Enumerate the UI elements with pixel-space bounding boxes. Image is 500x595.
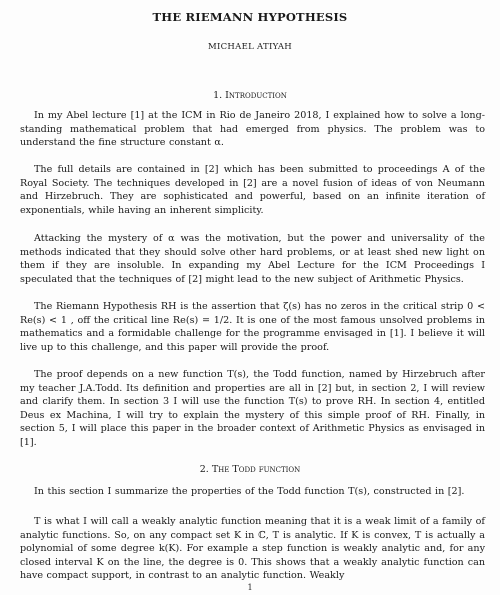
section-heading-todd-function: 2. The Todd function (199, 464, 301, 475)
paragraph-5: The proof depends on a new function T(s), the Todd function, named by Hirzebruch after my teacher J.A.Todd. Its definition and properties are all in [2] but, in section 2, I will review and clarify them. In section 3 I will use the function T(s) to prove RH. In section 4, entitled Deus ex Machina, I will try to explain the mystery of this simple proof of RH. Finally, in section 5, I will place this paper in the broader context of Arithmetic Physics as envisaged in [1]. (20, 369, 485, 448)
section-heading-introduction: 1. Introduction (213, 90, 287, 101)
author-name: MICHAEL ATIYAH (207, 42, 293, 52)
page-number: 1 (247, 583, 253, 592)
paragraph-3: Attacking the mystery of α was the motivation, but the power and universality of the methods indicated that they should solve other hard problems, or at least shed new light on them if they are insoluble. In expanding my Abel Lecture for the ICM Proceedings I speculated that the techniques of [2] might lead to the new subject of Arithmetic Physics. (20, 233, 485, 285)
paragraph-4: The Riemann Hypothesis RH is the assertion that ζ(s) has no zeros in the critical strip 0 < Re(s) < 1 , off the critical line Re(s) = 1/2. It is one of the most famous unsolved problems in mathematics and a formidable challenge for the programme envisaged in [1]. I believe it will live up to this challenge, and this paper will provide the proof. (20, 301, 485, 353)
paragraph-2: The full details are contained in [2] which has been submitted to proceedings A of the Royal Society. The techniques developed in [2] are a novel fusion of ideas of von Neumann and Hirzebruch. They are sophisticated and powerful, based on an infinite iteration of exponentials, while having an inherent simplicity. (20, 164, 485, 216)
paragraph-7: T is what I will call a weakly analytic function meaning that it is a weak limit of a family of analytic functions. So, on any compact set K in ℂ, T is analytic. If K is convex, T is actually a polynomial of some degree k(K). For example a step function is weakly analytic and, for any closed interval K on the line, the degree is 0. This shows that a weakly analytic function can have compact support, in contrast to an analytic function. Weakly (20, 516, 485, 582)
paper-title: THE RIEMANN HYPOTHESIS (152, 10, 348, 24)
paragraph-1: In my Abel lecture [1] at the ICM in Rio de Janeiro 2018, I explained how to solve a long-standing mathematical problem that had emerged from physics. The problem was to understand the fine structure constant α. (20, 110, 485, 149)
paragraph-6: In this section I summarize the properties of the Todd function T(s), constructed in [2]. (34, 486, 465, 497)
